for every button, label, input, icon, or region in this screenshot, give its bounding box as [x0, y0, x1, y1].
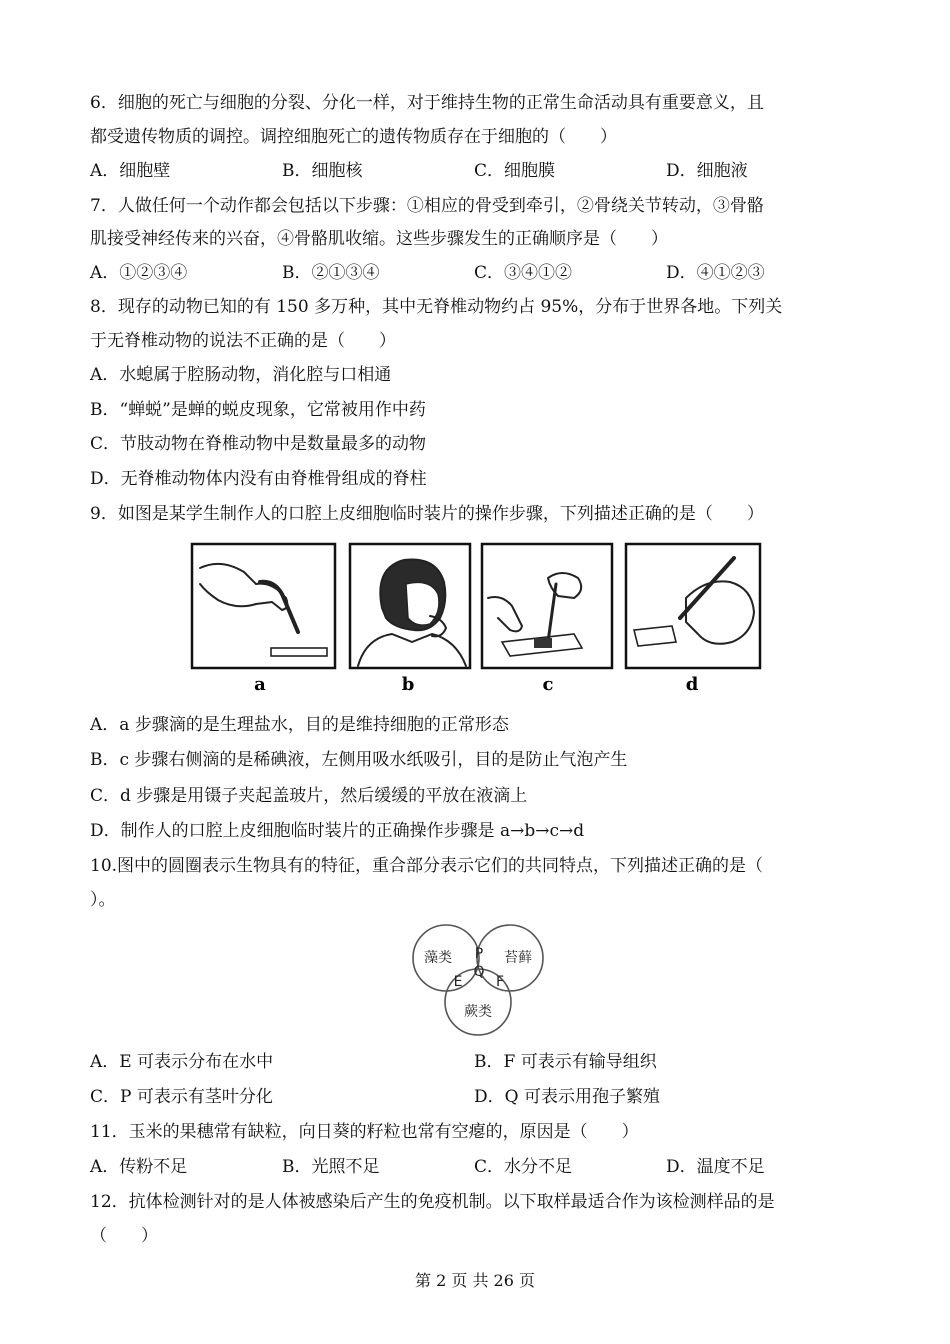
q11-stem: 11．玉米的果穗常有缺粒，向日葵的籽粒也常有空瘪的，原因是（ ） — [90, 1122, 639, 1142]
venn-region-e: E — [453, 974, 463, 990]
figure-label-d: d — [685, 674, 699, 695]
q8-option-d: D．无脊椎动物体内没有由脊椎骨组成的脊柱 — [90, 469, 427, 489]
q11-option-d: D．温度不足 — [666, 1157, 765, 1177]
q9-option-d: D．制作人的口腔上皮细胞临时装片的正确操作步骤是 a→b→c→d — [90, 821, 585, 841]
q7-option-b: B．②①③④ — [282, 263, 380, 283]
q10-venn-diagram — [408, 920, 548, 1040]
q6-stem-line1: 6．细胞的死亡与细胞的分裂、分化一样，对于维持生物的正常生命活动具有重要意义，且 — [90, 93, 764, 113]
q6-option-d: D．细胞液 — [666, 161, 748, 181]
figure-panel-b — [350, 544, 470, 695]
q8-stem-line2: 于无脊椎动物的说法不正确的是（ ） — [90, 331, 396, 351]
figure-label-b: b — [401, 674, 415, 695]
q10-option-b: B．F 可表示有输导组织 — [474, 1052, 657, 1072]
q9-option-b: B．c 步骤右侧滴的是稀碘液，左侧用吸水纸吸引，目的是防止气泡产生 — [90, 750, 628, 770]
q12-stem-line1: 12．抗体检测针对的是人体被感染后产生的免疫机制。以下取样最适合作为该检测样品的是 — [90, 1192, 775, 1212]
q9-option-c: C．d 步骤是用镊子夹起盖玻片，然后缓缓的平放在液滴上 — [90, 786, 528, 806]
q10-option-a: A．E 可表示分布在水中 — [90, 1052, 274, 1072]
figure-panel-c — [482, 544, 612, 695]
q8-option-b: B．“蝉蜕”是蝉的蜕皮现象，它常被用作中药 — [90, 400, 426, 420]
q11-option-b: B．光照不足 — [282, 1157, 380, 1177]
q11-option-a: A．传粉不足 — [90, 1157, 188, 1177]
q10-option-c: C．P 可表示有茎叶分化 — [90, 1087, 273, 1107]
cover-slip-sketch — [534, 638, 552, 648]
q10-stem-line1: 10.图中的圆圈表示生物具有的特征，重合部分表示它们的共同特点，下列描述正确的是（ — [90, 856, 764, 876]
q10-option-d: D．Q 可表示用孢子繁殖 — [474, 1087, 660, 1107]
page-footer: 第 2 页 共 26 页 — [415, 1271, 535, 1290]
q6-option-c: C．细胞膜 — [474, 161, 556, 181]
figure-panel-d — [626, 544, 760, 695]
q9-figure — [186, 538, 766, 698]
venn-label-fern: 蕨类 — [464, 1004, 492, 1020]
q8-option-c: C．节肢动物在脊椎动物中是数量最多的动物 — [90, 434, 427, 454]
q7-option-a: A．①②③④ — [90, 263, 188, 283]
q6-option-a: A．细胞壁 — [90, 161, 171, 181]
q7-stem-line2: 肌接受神经传来的兴奋，④骨骼肌收缩。这些步骤发生的正确顺序是（ ） — [90, 229, 668, 249]
q7-option-c: C．③④①② — [474, 263, 573, 283]
q8-stem-line1: 8．现存的动物已知的有 150 多万种，其中无脊椎动物约占 95%，分布于世界各地。下列关 — [90, 297, 783, 317]
q6-option-b: B．细胞核 — [282, 161, 363, 181]
q9-option-a: A．a 步骤滴的是生理盐水，目的是维持细胞的正常形态 — [90, 715, 509, 735]
venn-region-p: P — [474, 946, 484, 962]
figure-label-c: c — [542, 674, 554, 695]
q10-stem-line2: ）。 — [90, 890, 116, 910]
figure-panel-a — [192, 544, 335, 695]
q7-stem-line1: 7．人做任何一个动作都会包括以下步骤：①相应的骨受到牵引，②骨绕关节转动，③骨骼 — [90, 196, 764, 216]
q6-stem-line2: 都受遗传物质的调控。调控细胞死亡的遗传物质存在于细胞的（ ） — [90, 127, 617, 147]
face-sketch — [406, 582, 439, 625]
venn-region-f: F — [495, 974, 505, 990]
venn-label-algae: 藻类 — [424, 950, 452, 966]
venn-region-q: Q — [473, 964, 485, 980]
venn-label-moss: 苔藓 — [504, 950, 532, 966]
q7-option-d: D．④①②③ — [666, 263, 765, 283]
q11-option-c: C．水分不足 — [474, 1157, 573, 1177]
figure-label-a: a — [254, 674, 266, 695]
q9-stem: 9．如图是某学生制作人的口腔上皮细胞临时装片的操作步骤，下列描述正确的是（ ） — [90, 504, 764, 524]
q8-option-a: A．水螅属于腔肠动物，消化腔与口相通 — [90, 365, 392, 385]
q12-stem-line2: （ ） — [90, 1226, 158, 1246]
